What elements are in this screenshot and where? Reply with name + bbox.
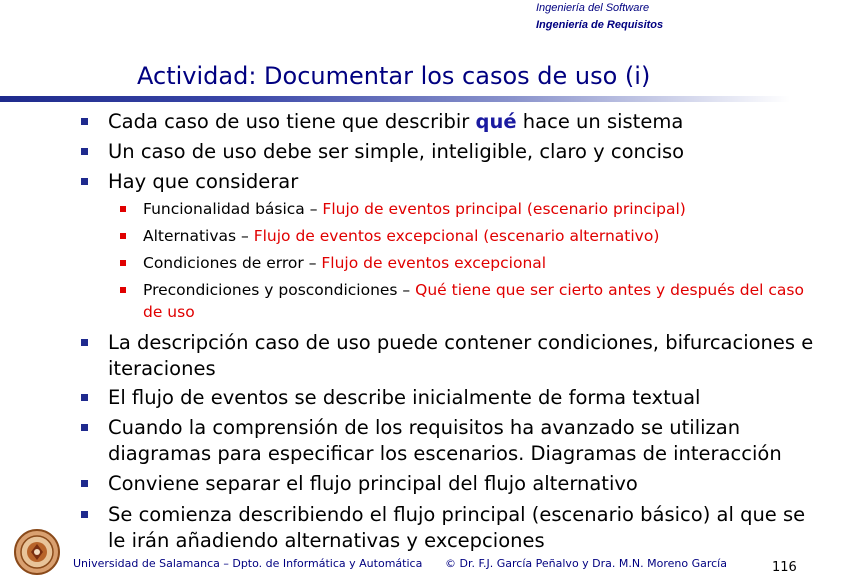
bullet-marker — [81, 339, 88, 346]
sub-bullet-marker — [120, 206, 126, 212]
header-course: Ingeniería del Software — [536, 2, 650, 14]
header-topic: Ingeniería de Requisitos — [536, 19, 664, 31]
bullet-item: Hay que considerar — [108, 169, 820, 195]
bullet-item: Cuando la comprensión de los requisitos ha avanzado se utilizan diagramas para especificar los escenarios. Diagramas de interacción — [108, 415, 820, 467]
bullet-marker — [81, 424, 88, 431]
sub-bullet-item: Precondiciones y poscondiciones – Qué tiene que ser cierto antes y después del caso de uso — [143, 279, 813, 323]
sub-bullet-item: Funcionalidad básica – Flujo de eventos principal (escenario principal) — [143, 198, 813, 220]
bullet-marker — [81, 178, 88, 185]
sub-bullet-item: Alternativas – Flujo de eventos excepcional (escenario alternativo) — [143, 225, 813, 247]
bullet-item: Se comienza describiendo el flujo principal (escenario básico) al que se le irán añadiendo alternativas y excepciones — [108, 502, 820, 554]
bullet-marker — [81, 511, 88, 518]
bullet-marker — [81, 148, 88, 155]
page-number: 116 — [772, 560, 797, 575]
slide-title: Actividad: Documentar los casos de uso (i) — [137, 62, 651, 90]
bullet-item: El flujo de eventos se describe inicialmente de forma textual — [108, 385, 820, 411]
bullet-item: Un caso de uso debe ser simple, inteligible, claro y conciso — [108, 139, 820, 165]
sub-bullet-marker — [120, 233, 126, 239]
bullet-item: Cada caso de uso tiene que describir qué hace un sistema — [108, 109, 820, 135]
bullet-item: Conviene separar el flujo principal del flujo alternativo — [108, 471, 820, 497]
title-rule — [0, 96, 790, 102]
sub-bullet-marker — [120, 260, 126, 266]
footer-copyright: © Dr. F.J. García Peñalvo y Dra. M.N. Moreno García — [445, 557, 727, 570]
bullet-marker — [81, 394, 88, 401]
bullet-item: La descripción caso de uso puede contener condiciones, bifurcaciones e iteraciones — [108, 330, 820, 382]
sub-bullet-item: Condiciones de error – Flujo de eventos excepcional — [143, 252, 813, 274]
bullet-marker — [81, 480, 88, 487]
sub-bullet-marker — [120, 287, 126, 293]
footer-institution: Universidad de Salamanca – Dpto. de Informática y Automática — [73, 557, 423, 570]
bullet-marker — [81, 118, 88, 125]
university-seal-icon — [14, 529, 60, 575]
